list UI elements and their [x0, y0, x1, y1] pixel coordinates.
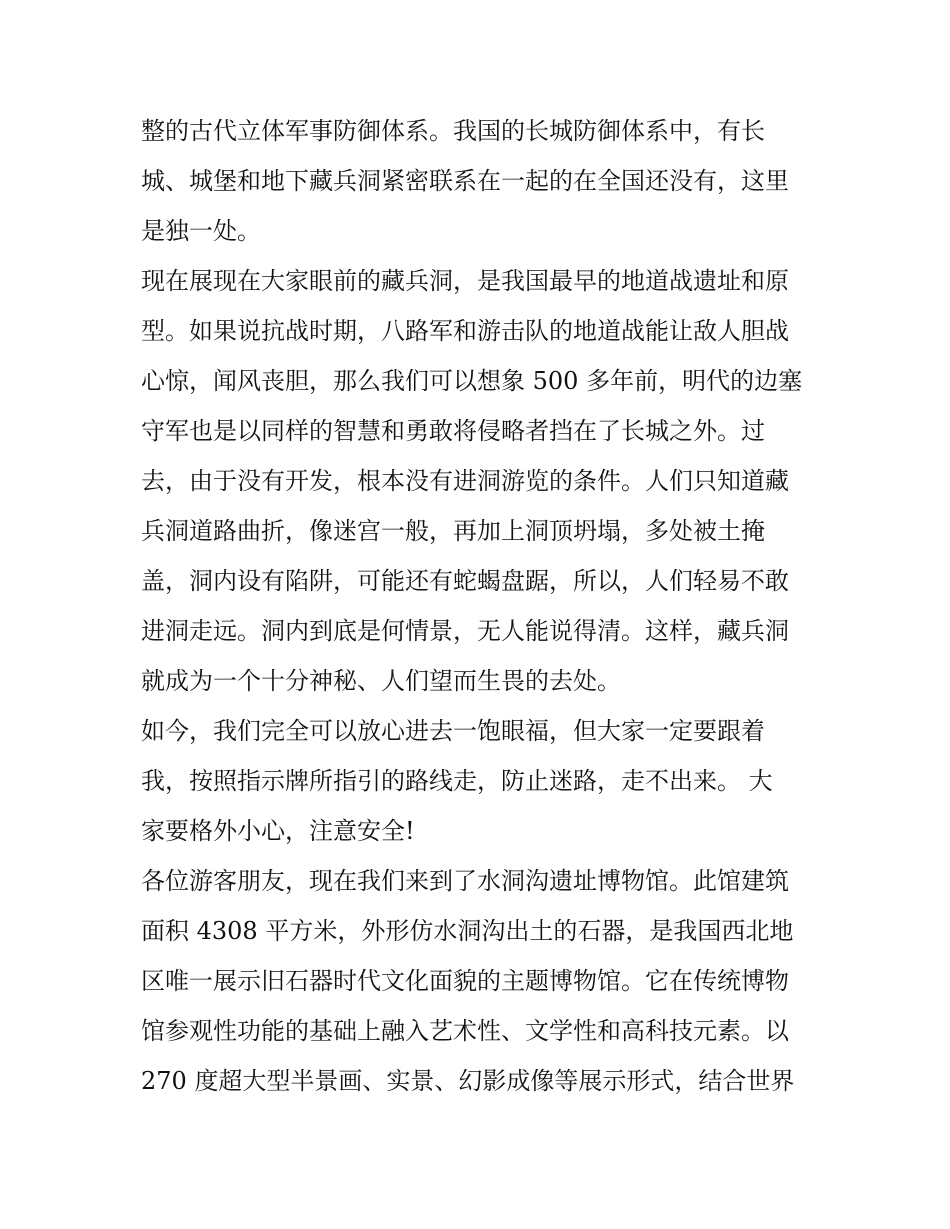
text-line: 是独一处。 — [141, 217, 261, 245]
text-line: 盖，洞内设有陷阱，可能还有蛇蝎盘踞，所以，人们轻易不敢 — [141, 567, 789, 595]
text-line: 现在展现在大家眼前的藏兵洞，是我国最早的地道战遗址和原 — [141, 267, 789, 295]
text-line: 区唯一展示旧石器时代文化面貌的主题博物馆。它在传统博物 — [141, 967, 789, 995]
text-line: 馆参观性功能的基础上融入艺术性、文学性和高科技元素。以 — [141, 1017, 789, 1045]
text-line: 进洞走远。洞内到底是何情景，无人能说得清。这样，藏兵洞 — [141, 617, 789, 645]
text-line: 我，按照指示牌所指引的路线走，防止迷路，走不出来。 大 — [141, 767, 773, 795]
text-line: 各位游客朋友，现在我们来到了水洞沟遗址博物馆。此馆建筑 — [141, 867, 789, 895]
text-line: 整的古代立体军事防御体系。我国的长城防御体系中，有长 — [141, 117, 765, 145]
text-line: 就成为一个十分神秘、人们望而生畏的去处。 — [141, 667, 621, 695]
text-line: 型。如果说抗战时期，八路军和游击队的地道战能让敌人胆战 — [141, 317, 789, 345]
text-line: 守军也是以同样的智慧和勇敢将侵略者挡在了长城之外。过 — [141, 417, 765, 445]
text-line: 去，由于没有开发，根本没有进洞游览的条件。人们只知道藏 — [141, 467, 789, 495]
text-line: 如今，我们完全可以放心进去一饱眼福，但大家一定要跟着 — [141, 717, 765, 745]
text-line: 兵洞道路曲折，像迷宫一般，再加上洞顶坍塌，多处被土掩 — [141, 517, 765, 545]
text-line: 城、城堡和地下藏兵洞紧密联系在一起的在全国还没有，这里 — [141, 167, 789, 195]
text-line: 家要格外小心，注意安全! — [141, 817, 415, 845]
text-line: 心惊，闻风丧胆，那么我们可以想象 500 多年前，明代的边塞 — [141, 367, 803, 395]
text-line: 面积 4308 平方米，外形仿水洞沟出土的石器，是我国西北地 — [141, 917, 794, 945]
text-line: 270 度超大型半景画、实景、幻影成像等展示形式，结合世界 — [141, 1067, 795, 1095]
